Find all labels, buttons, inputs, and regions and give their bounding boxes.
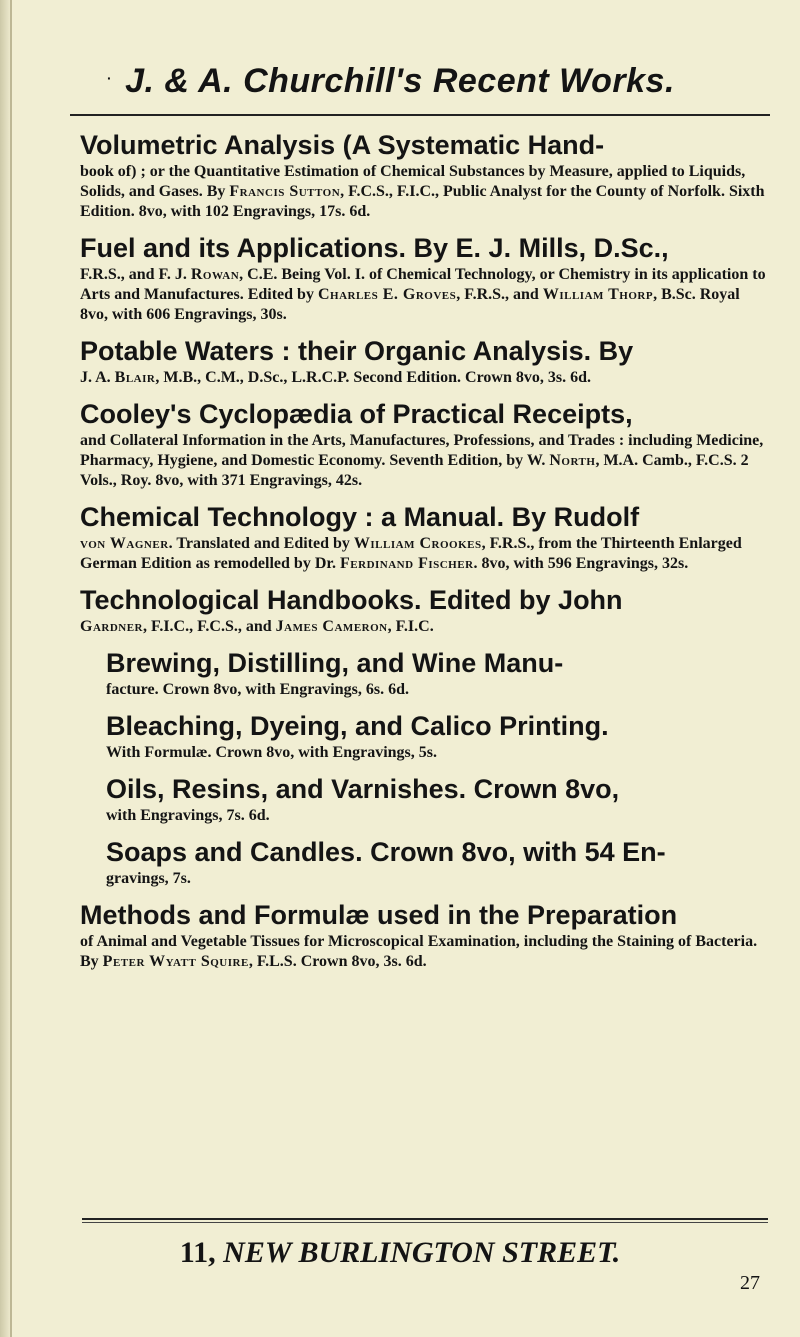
author-name: Charles E. Groves [317, 286, 457, 303]
description-text: , F.C.S., F.I.C., Public Analyst for the County of Norfolk. Sixth Edition. 8vo, with 102 Engravings, 17s. 6d. [80, 183, 765, 220]
footer-rule-thin [82, 1222, 768, 1223]
description-text: . 8vo, with 596 Engravings, 32s. [473, 555, 689, 572]
description-text: With Formulæ. Crown 8vo, with Engravings, 5s. [106, 744, 437, 761]
header-mark: · [107, 70, 113, 86]
author-name: William Crookes [353, 535, 482, 552]
description-text: . Translated and Edited by [168, 535, 354, 552]
author-name: Rowan [190, 266, 240, 283]
catalogue-entry [80, 898, 766, 972]
author-name: North [549, 452, 596, 469]
catalogue-entry [80, 334, 766, 388]
description-text: of Animal and Vegetable Tissues for Microscopical Examination, including the Staining of Bacteria. By [80, 933, 758, 970]
entry-title: Chemical Technology : a Manual. By Rudolf [80, 502, 640, 532]
entry-description [80, 534, 766, 574]
author-name: Francis Sutton [229, 183, 341, 200]
page-edge-shadow [10, 0, 12, 1337]
author-name: von Wagner [80, 535, 169, 552]
description-text: F.R.S., and F. J. [80, 266, 191, 283]
description-text: , M.A. Camb., F.C.S. 2 Vols., Roy. 8vo, with 371 Engravings, 42s. [80, 452, 749, 489]
entry-description [80, 368, 766, 388]
address-number: 11, [179, 1236, 216, 1269]
entry-title: Technological Handbooks. Edited by John [80, 585, 623, 615]
catalogue-sub-entry [106, 646, 766, 700]
description-text: J. A. [80, 369, 115, 386]
entry-description [106, 743, 766, 763]
entry-description [80, 265, 766, 325]
entry-description [80, 932, 766, 972]
author-name: James Cameron [275, 618, 388, 635]
page-edge [0, 0, 10, 1337]
catalogue-list [80, 128, 766, 981]
description-text: and Collateral Information in the Arts, Manufactures, Professions, and Trades : including Medicine, Pharmacy, Hygiene, and Domestic Economy. Seventh Edition, by W. [80, 432, 764, 469]
header-title: J. & A. Churchill's Recent Works. [125, 62, 675, 100]
author-name: William Thorp [542, 286, 654, 303]
entry-title: Methods and Formulæ used in the Preparation [80, 900, 678, 930]
description-text: , F.I.C. [387, 618, 434, 635]
catalogue-sub-entry [106, 709, 766, 763]
header-rule [70, 114, 770, 116]
entry-title: Volumetric Analysis (A Systematic Hand- [80, 130, 605, 160]
description-text: with Engravings, 7s. 6d. [106, 807, 270, 824]
description-text: , B.Sc. Royal 8vo, with 606 Engravings, 30s. [80, 286, 740, 323]
description-text: , F.L.S. Crown 8vo, 3s. 6d. [248, 953, 427, 970]
catalogue-entry [80, 231, 766, 325]
entry-description [80, 162, 766, 222]
entry-title: Bleaching, Dyeing, and Calico Printing. [106, 711, 609, 741]
description-text: , F.R.S., and [456, 286, 543, 303]
author-name: Peter Wyatt Squire [102, 953, 249, 970]
catalogue-entry [80, 397, 766, 491]
catalogue-entry [80, 583, 766, 637]
entry-title: Potable Waters : their Organic Analysis. By [80, 336, 634, 366]
publisher-address [0, 1236, 800, 1270]
entry-title: Oils, Resins, and Varnishes. Crown 8vo, [106, 774, 620, 804]
address-street: NEW BURLINGTON STREET. [223, 1236, 621, 1269]
entry-description [80, 617, 766, 637]
running-head [0, 62, 800, 101]
catalogue-entry [80, 500, 766, 574]
page-number: 27 [740, 1272, 760, 1294]
author-name: Gardner [80, 618, 144, 635]
entry-title: Fuel and its Applications. By E. J. Mills, D.Sc., [80, 233, 669, 263]
description-text: facture. Crown 8vo, with Engravings, 6s. 6d. [106, 681, 409, 698]
description-text: , F.I.C., F.C.S., and [143, 618, 276, 635]
catalogue-sub-entry [106, 835, 766, 889]
entry-title: Cooley's Cyclopædia of Practical Receipts, [80, 399, 633, 429]
entry-description [106, 869, 766, 889]
entry-title: Soaps and Candles. Crown 8vo, with 54 En- [106, 837, 666, 867]
description-text: , M.B., C.M., D.Sc., L.R.C.P. Second Edition. Crown 8vo, 3s. 6d. [155, 369, 591, 386]
description-text: , F.R.S., from the Thirteenth Enlarged German Edition as remodelled by Dr. [80, 535, 742, 572]
entry-title: Brewing, Distilling, and Wine Manu- [106, 648, 564, 678]
catalogue-sub-entry [106, 772, 766, 826]
description-text: , C.E. Being Vol. I. of Chemical Technology, or Chemistry in its application to Arts and Manufactures. Edited by [80, 266, 766, 303]
entry-description [106, 806, 766, 826]
description-text: gravings, 7s. [106, 870, 191, 887]
catalogue-entry [80, 128, 766, 222]
author-name: Ferdinand Fischer [340, 555, 474, 572]
description-text: book of) ; or the Quantitative Estimation of Chemical Substances by Measure, applied to Liquids, Solids, and Gases. By [80, 163, 746, 200]
entry-description [80, 431, 766, 491]
entry-description [106, 680, 766, 700]
author-name: Blair [114, 369, 156, 386]
footer-rule [82, 1218, 768, 1220]
